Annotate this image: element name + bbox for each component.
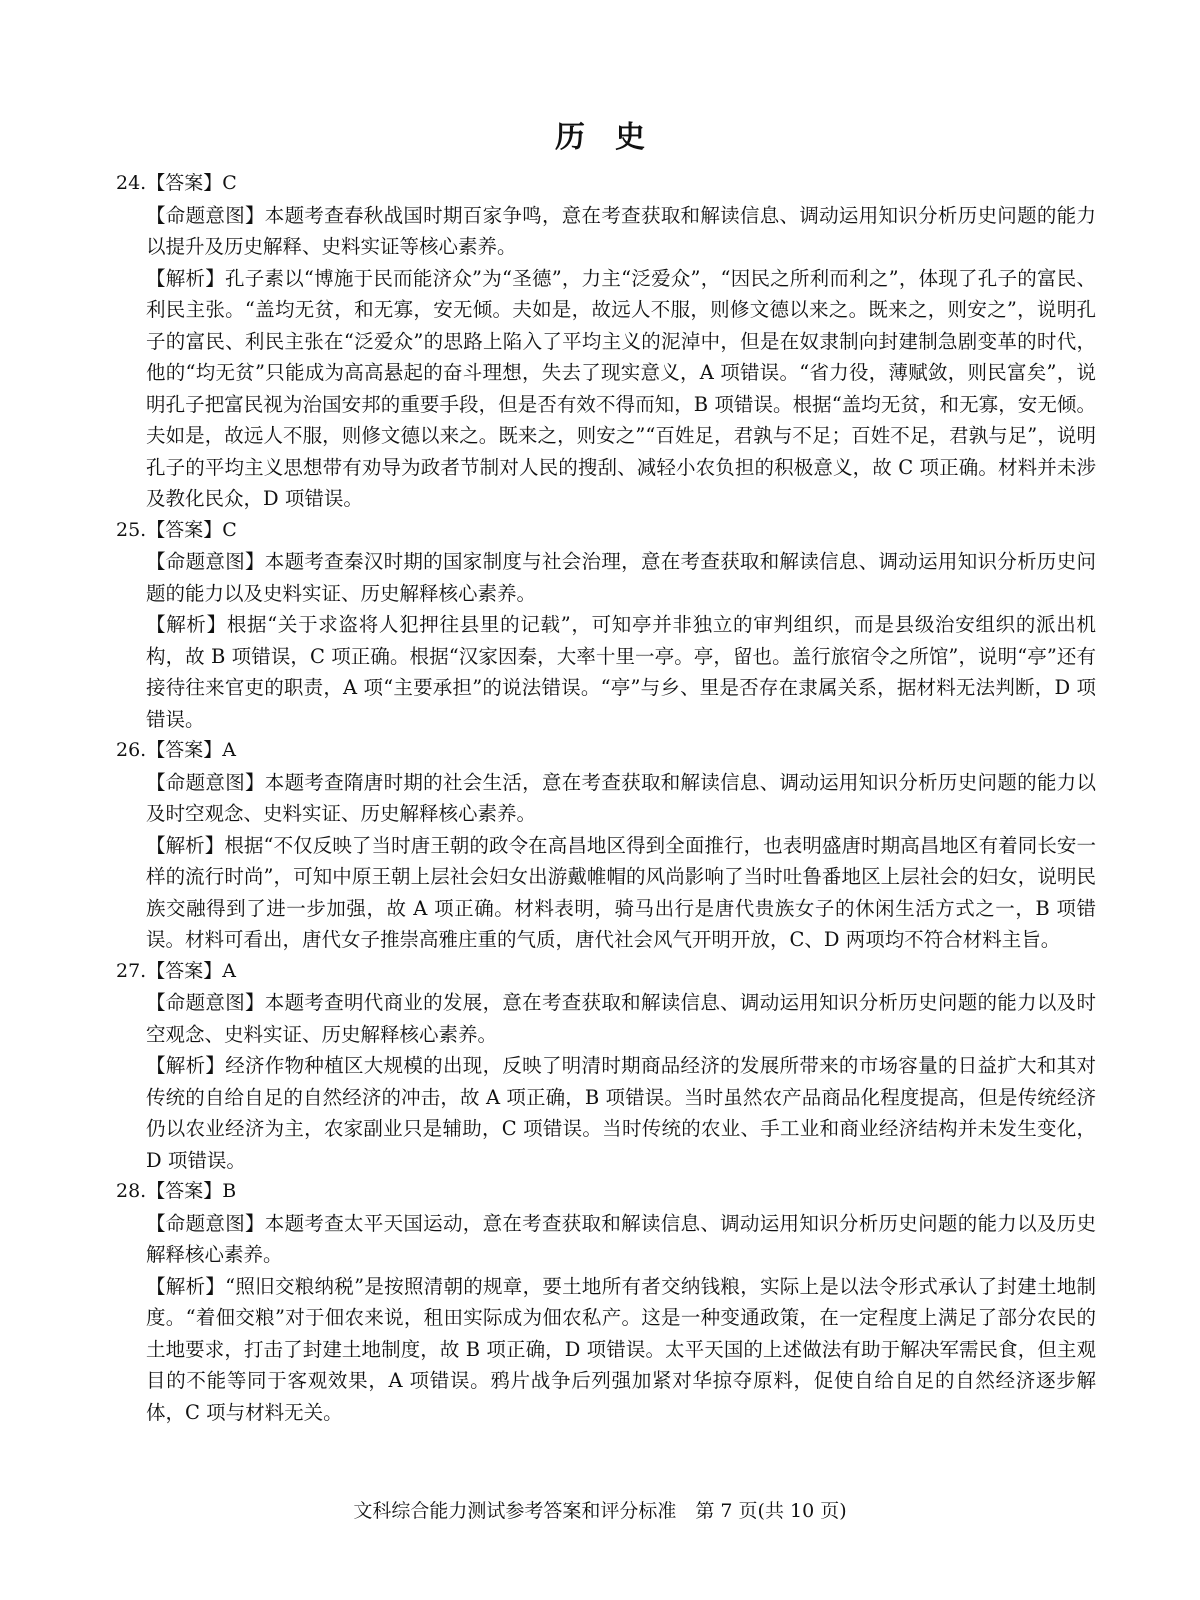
analysis-text: 根据“关于求盗将人犯押往县里的记载”，可知亭并非独立的审判组织，而是县级治安组织的派出机构，故 B 项错误，C 项正确。根据“汉家因秦，大率十里一亭。亭，留也。盖行旅宿令之所馆”，说明“亭”还有接待往来官吏的职责，A 项“主要承担”的说法错误。“亭”与乡、里是否存在隶属关系，据材料无法判断，D 项错误。 (146, 613, 1096, 731)
analysis-label: 【解析】 (146, 613, 227, 636)
page-footer: 文科综合能力测试参考答案和评分标准 第 7 页(共 10 页) (353, 1500, 847, 1522)
intent-paragraph (116, 546, 1096, 609)
answer-letter: B (222, 1180, 237, 1202)
answer-content (116, 168, 1096, 1428)
question-number: 26. (116, 739, 147, 761)
answer-letter: A (222, 959, 236, 982)
analysis-text: 根据“不仅反映了当时唐王朝的政令在高昌地区得到全面推行，也表明盛唐时期高昌地区有着同长安一样的流行时尚”，可知中原王朝上层社会妇女出游戴帷帽的风尚影响了当时吐鲁番地区上层社会的妇女，说明民族交融得到了进一步加强，故 A 项正确。材料表明，骑马出行是唐代贵族女子的休闲生活方式之一，B 项错误。材料可看出，唐代女子推崇高雅庄重的气质，唐代社会风气开明开放，C、D 两项均不符合材料主旨。 (146, 833, 1096, 951)
intent-text: 本题考查隋唐时期的社会生活，意在考查获取和解读信息、调动运用知识分析历史问题的能力以及时空观念、史料实证、历史解释核心素养。 (146, 770, 1096, 825)
question-number: 27. (116, 959, 147, 982)
analysis-paragraph (116, 609, 1096, 735)
answer-line (116, 956, 1096, 988)
answer-line (116, 735, 1096, 767)
intent-label: 【命题意图】 (146, 770, 265, 794)
question-25 (116, 515, 1096, 736)
analysis-paragraph (116, 1050, 1096, 1176)
intent-paragraph (116, 767, 1096, 830)
analysis-label: 【解析】 (146, 266, 225, 290)
analysis-label: 【解析】 (146, 1274, 226, 1298)
page-title: 历 史 (555, 120, 645, 155)
intent-text: 本题考查秦汉时期的国家制度与社会治理，意在考查获取和解读信息、调动运用知识分析历史问题的能力以及史料实证、历史解释核心素养。 (146, 550, 1096, 605)
answer-label: 【答案】 (146, 1180, 223, 1202)
answer-line (116, 168, 1096, 200)
question-number: 25. (116, 518, 147, 541)
answer-label: 【答案】 (146, 959, 223, 982)
analysis-label: 【解析】 (146, 833, 225, 857)
analysis-label: 【解析】 (146, 1054, 226, 1077)
question-26 (116, 735, 1096, 956)
intent-paragraph (116, 1208, 1096, 1271)
question-number: 24. (116, 172, 147, 194)
analysis-text: 经济作物种植区大规模的出现，反映了明清时期商品经济的发展所带来的市场容量的日益扩大和其对传统的自给自足的自然经济的冲击，故 A 项正确，B 项错误。当时虽然农产品商品化程度提高，但是传统经济仍以农业经济为主，农家副业只是辅助，C 项错误。当时传统的农业、手工业和商业经济结构并未发生变化，D 项错误。 (146, 1054, 1096, 1172)
question-24 (116, 168, 1096, 515)
analysis-text: 孔子素以“博施于民而能济众”为“圣德”，力主“泛爱众”，“因民之所利而利之”，体现了孔子的富民、利民主张。“盖均无贫，和无寡，安无倾。夫如是，故远人不服，则修文德以来之。既来之，则安之”，说明孔子的富民、利民主张在“泛爱众”的思路上陷入了平均主义的泥淖中，但是在奴隶制向封建制急剧变革的时代，他的“均无贫”只能成为高高悬起的奋斗理想，失去了现实意义，A 项错误。“省力役，薄赋敛，则民富矣”，说明孔子把富民视为治国安邦的重要手段，但是否有效不得而知，B 项错误。根据“盖均无贫，和无寡，安无倾。夫如是，故远人不服，则修文德以来之。既来之，则安之”“百姓足，君孰与不足；百姓不足，君孰与足”，说明孔子的平均主义思想带有劝导为政者节制对人民的搜刮、减轻小农负担的积极意义，故 C 项正确。材料并未涉及教化民众，D 项错误。 (146, 266, 1096, 510)
intent-paragraph (116, 200, 1096, 263)
answer-label: 【答案】 (146, 518, 223, 541)
intent-label: 【命题意图】 (146, 203, 265, 227)
analysis-paragraph (116, 263, 1096, 515)
intent-label: 【命题意图】 (146, 1211, 265, 1235)
answer-letter: C (222, 172, 237, 194)
question-number: 28. (116, 1180, 147, 1202)
answer-letter: C (222, 518, 237, 541)
question-27 (116, 956, 1096, 1177)
analysis-paragraph (116, 830, 1096, 956)
intent-label: 【命题意图】 (146, 991, 265, 1014)
intent-label: 【命题意图】 (146, 550, 265, 573)
answer-letter: A (222, 739, 236, 761)
answer-label: 【答案】 (146, 739, 223, 761)
answer-line (116, 1176, 1096, 1208)
answer-label: 【答案】 (146, 172, 223, 194)
question-28 (116, 1176, 1096, 1428)
intent-paragraph (116, 987, 1096, 1050)
intent-text: 本题考查春秋战国时期百家争鸣，意在考查获取和解读信息、调动运用知识分析历史问题的能力以提升及历史解释、史料实证等核心素养。 (146, 203, 1096, 258)
intent-text: 本题考查明代商业的发展，意在考查获取和解读信息、调动运用知识分析历史问题的能力以及时空观念、史料实证、历史解释核心素养。 (146, 991, 1096, 1046)
intent-text: 本题考查太平天国运动，意在考查获取和解读信息、调动运用知识分析历史问题的能力以及历史解释核心素养。 (146, 1211, 1096, 1266)
answer-line (116, 515, 1096, 547)
analysis-text: “照旧交粮纳税”是按照清朝的规章，要土地所有者交纳钱粮，实际上是以法令形式承认了封建土地制度。“着佃交粮”对于佃农来说，租田实际成为佃农私产。这是一种变通政策，在一定程度上满足了部分农民的土地要求，打击了封建土地制度，故 B 项正确，D 项错误。太平天国的上述做法有助于解决军需民食，但主观目的不能等同于客观效果，A 项错误。鸦片战争后列强加紧对华掠夺原料，促使自给自足的自然经济逐步解体，C 项与材料无关。 (146, 1274, 1096, 1424)
analysis-paragraph (116, 1271, 1096, 1429)
